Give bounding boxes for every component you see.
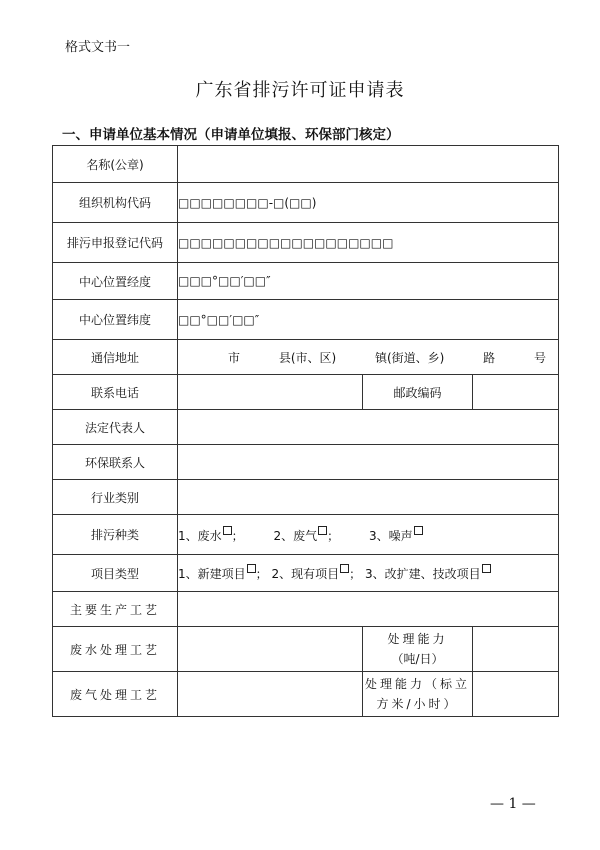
project-type-options	[178, 555, 559, 592]
row-name	[53, 146, 559, 183]
row-project-type	[53, 555, 559, 592]
input-wastegas-process[interactable]	[178, 672, 363, 717]
label-longitude: 中心位置经度	[53, 263, 178, 300]
input-org-code[interactable]: □□□□□□□□-□(□□)	[178, 183, 559, 223]
label-name: 名称(公章)	[53, 146, 178, 183]
option-expansion-project[interactable]: 3、改扩建、技改项目	[365, 567, 491, 581]
label-pollution-type: 排污种类	[53, 515, 178, 555]
label-project-type: 项目类型	[53, 555, 178, 592]
row-phone	[53, 375, 559, 410]
checkbox-new-project[interactable]	[247, 564, 256, 573]
label-phone: 联系电话	[53, 375, 178, 410]
row-latitude	[53, 300, 559, 340]
label-industry: 行业类别	[53, 480, 178, 515]
row-legal-rep	[53, 410, 559, 445]
label-wastewater-capacity: 处理能力 （吨/日）	[363, 627, 473, 672]
row-wastewater-process	[53, 627, 559, 672]
row-reg-code	[53, 223, 559, 263]
address-road: 路	[483, 350, 496, 365]
option-noise[interactable]: 3、噪声	[369, 529, 423, 543]
input-phone[interactable]	[178, 375, 363, 410]
input-industry[interactable]	[178, 480, 559, 515]
input-postal-code[interactable]	[473, 375, 559, 410]
input-longitude[interactable]: □□□°□□′□□″	[178, 263, 559, 300]
input-name[interactable]	[178, 146, 559, 183]
label-latitude: 中心位置纬度	[53, 300, 178, 340]
label-postal-code: 邮政编码	[363, 375, 473, 410]
address-number: 号	[533, 350, 546, 365]
option-wastegas[interactable]: 2、废气 ；	[273, 529, 339, 543]
checkbox-wastewater[interactable]	[223, 526, 232, 535]
row-wastegas-process	[53, 672, 559, 717]
row-env-contact	[53, 445, 559, 480]
input-address[interactable]	[178, 340, 559, 375]
input-env-contact[interactable]	[178, 445, 559, 480]
input-latitude[interactable]: □□°□□′□□″	[178, 300, 559, 340]
label-legal-rep: 法定代表人	[53, 410, 178, 445]
address-city: 市	[228, 350, 241, 365]
page-number: — 1 —	[490, 796, 536, 812]
row-longitude	[53, 263, 559, 300]
option-wastewater[interactable]: 1、废水 ；	[178, 529, 244, 543]
section-heading: 一、申请单位基本情况（申请单位填报、环保部门核定）	[62, 127, 400, 143]
input-wastewater-capacity[interactable]	[473, 627, 559, 672]
application-form-table	[52, 145, 559, 717]
address-town: 镇(街道、乡)	[374, 350, 445, 365]
form-title: 广东省排污许可证申请表	[195, 80, 405, 101]
checkbox-expansion-project[interactable]	[482, 564, 491, 573]
label-wastegas-capacity: 处理能力（标立 方米/小时）	[363, 672, 473, 717]
label-address: 通信地址	[53, 340, 178, 375]
input-wastewater-process[interactable]	[178, 627, 363, 672]
row-industry	[53, 480, 559, 515]
row-pollution-type	[53, 515, 559, 555]
input-main-process[interactable]	[178, 592, 559, 627]
input-wastegas-capacity[interactable]	[473, 672, 559, 717]
row-org-code	[53, 183, 559, 223]
address-county: 县(市、区)	[278, 350, 337, 365]
input-legal-rep[interactable]	[178, 410, 559, 445]
option-existing-project[interactable]: 2、现有项目 ；	[271, 567, 361, 581]
option-new-project[interactable]: 1、新建项目 ；	[178, 567, 268, 581]
pollution-type-options	[178, 515, 559, 555]
label-main-process: 主要生产工艺	[53, 592, 178, 627]
checkbox-wastegas[interactable]	[318, 526, 327, 535]
label-org-code: 组织机构代码	[53, 183, 178, 223]
row-address	[53, 340, 559, 375]
label-reg-code: 排污申报登记代码	[53, 223, 178, 263]
label-env-contact: 环保联系人	[53, 445, 178, 480]
row-main-process	[53, 592, 559, 627]
checkbox-noise[interactable]	[414, 526, 423, 535]
label-wastewater-process: 废水处理工艺	[53, 627, 178, 672]
input-reg-code[interactable]: □□□□□□□□□□□□□□□□□□□	[178, 223, 559, 263]
checkbox-existing-project[interactable]	[340, 564, 349, 573]
label-wastegas-process: 废气处理工艺	[53, 672, 178, 717]
document-format-label: 格式文书一	[65, 40, 131, 55]
